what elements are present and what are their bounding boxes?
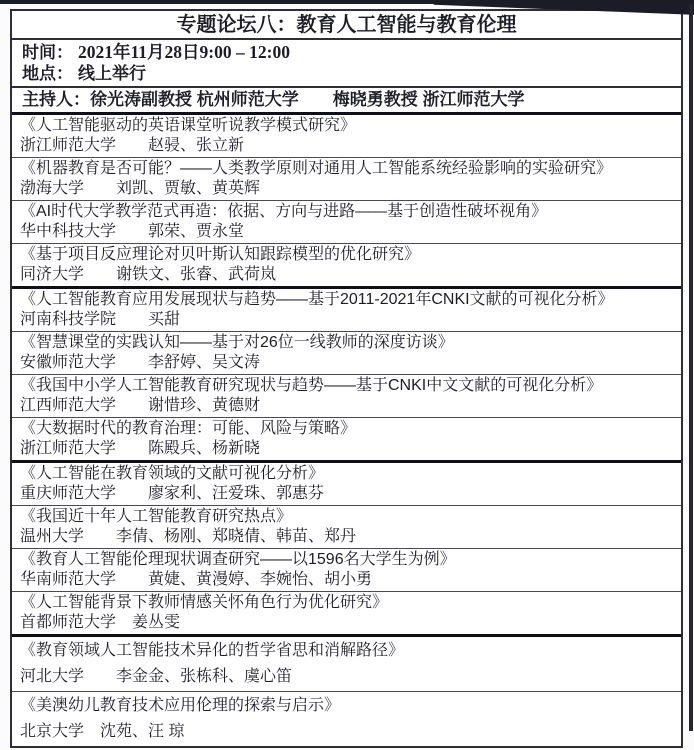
paper-byline: 浙江师范大学 赵骎、张立新 (20, 137, 245, 154)
paper-title: 《美澳幼儿教育技术应用伦理的探索与启示》 (20, 697, 341, 714)
paper-title: 《人工智能教育应用发展现状与趋势——基于2011-2021年CNKI文献的可视化分析》 (20, 291, 614, 308)
paper-byline: 温州大学 李倩、杨刚、郑晓倩、韩苗、郑丹 (20, 528, 357, 545)
paper-row (12, 637, 681, 692)
paper-title: 《智慧课堂的实践认知——基于对26位一线教师的深度访谈》 (20, 334, 454, 351)
paper-title: 《机器教育是否可能？——人类教学原则对通用人工智能系统经验影响的实验研究》 (20, 160, 613, 177)
scan-right-edge-artifact (689, 0, 693, 731)
paper-section-4 (12, 637, 681, 746)
paper-row (12, 463, 681, 506)
paper-row (12, 692, 681, 746)
paper-row (12, 506, 681, 549)
forum-program-table (10, 9, 683, 748)
forum-meta-cell (12, 40, 681, 88)
paper-title: 《我国近十年人工智能教育研究热点》 (20, 508, 293, 525)
paper-row (12, 201, 681, 244)
paper-title: 《AI时代大学教学范式再造：依据、方向与进路——基于创造性破坏视角》 (20, 203, 548, 220)
paper-section-2 (12, 289, 681, 463)
venue-line (22, 63, 671, 84)
paper-row (12, 244, 681, 286)
paper-row (12, 375, 681, 418)
host-line (12, 88, 681, 115)
paper-byline: 河北大学 李金金、张栋科、虞心笛 (20, 668, 293, 685)
paper-title: 《基于项目反应理论对贝叶斯认知跟踪模型的优化研究》 (20, 246, 421, 263)
scan-top-edge-artifact (0, 0, 694, 4)
paper-title: 《人工智能背景下教师情感关怀角色行为优化研究》 (20, 594, 389, 611)
host-value: 徐光涛副教授 杭州师范大学 梅晓勇教授 浙江师范大学 (90, 90, 525, 109)
paper-byline: 安徽师范大学 李舒婷、吴文涛 (20, 354, 261, 371)
paper-byline: 华南师范大学 黄婕、黄漫婷、李婉怡、胡小勇 (20, 571, 373, 588)
paper-section-3 (12, 463, 681, 637)
venue-label: 地点： (22, 64, 73, 83)
paper-row (12, 332, 681, 375)
paper-title: 《我国中小学人工智能教育研究现状与趋势——基于CNKI中文文献的可视化分析》 (20, 377, 603, 394)
venue-value: 线上举行 (78, 64, 146, 83)
paper-title: 《大数据时代的教育治理：可能、风险与策略》 (20, 420, 357, 437)
paper-section-1 (12, 115, 681, 289)
time-line (22, 42, 671, 63)
host-label: 主持人： (22, 90, 90, 109)
time-label: 时间： (22, 43, 73, 62)
paper-byline: 北京大学 沈苑、汪 琼 (20, 723, 185, 740)
paper-byline: 浙江师范大学 陈殿兵、杨新晓 (20, 440, 261, 457)
forum-title: 专题论坛八：教育人工智能与教育伦理 (12, 11, 681, 40)
paper-row (12, 549, 681, 592)
paper-row (12, 289, 681, 332)
paper-row (12, 418, 681, 460)
paper-byline: 重庆师范大学 廖家利、汪爱珠、郭惠芬 (20, 485, 325, 502)
paper-byline: 同济大学 谢铁文、张睿、武荷岚 (20, 266, 277, 283)
time-value: 2021年11月28日9:00 – 12:00 (78, 42, 290, 62)
paper-row (12, 115, 681, 158)
paper-byline: 江西师范大学 谢惜珍、黄德财 (20, 397, 261, 414)
paper-title: 《教育人工智能伦理现状调查研究——以1596名大学生为例》 (20, 551, 456, 568)
paper-title: 《人工智能在教育领域的文献可视化分析》 (20, 465, 325, 482)
paper-byline: 首都师范大学 姜丛雯 (20, 614, 181, 631)
paper-row (12, 158, 681, 201)
paper-title: 《教育领域人工智能技术异化的哲学省思和消解路径》 (20, 642, 405, 659)
paper-byline: 河南科技学院 买甜 (20, 311, 181, 328)
paper-row (12, 592, 681, 634)
paper-title: 《人工智能驱动的英语课堂听说教学模式研究》 (20, 117, 357, 134)
paper-byline: 渤海大学 刘凯、贾敏、黄英辉 (20, 180, 261, 197)
paper-byline: 华中科技大学 郭荣、贾永堂 (20, 223, 245, 240)
